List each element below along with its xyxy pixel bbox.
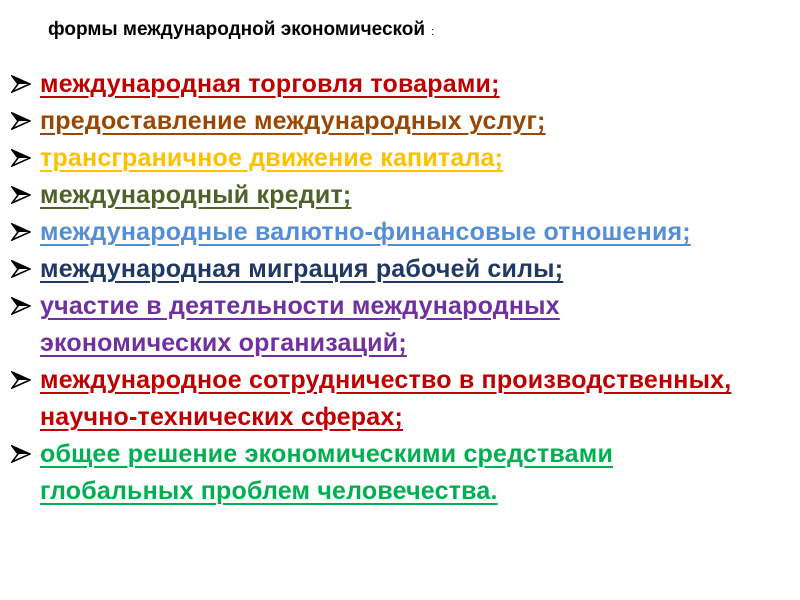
list-item [10, 362, 795, 436]
list-item [10, 66, 795, 103]
arrow-check-icon [10, 288, 34, 325]
list-item [10, 214, 795, 251]
list-item-text [40, 103, 795, 140]
list-item-line: экономических организаций; [40, 329, 407, 357]
arrow-check-icon [10, 66, 34, 103]
list-item-line: трансграничное движение капитала; [40, 144, 504, 172]
arrow-check-icon [10, 140, 34, 177]
list-item-text [40, 288, 795, 362]
list-item-line: участие в деятельности международных [40, 292, 560, 320]
list-item-text [40, 436, 795, 510]
arrow-check-icon [10, 214, 34, 251]
slide-title-suffix: : [431, 26, 435, 38]
list-item-text [40, 251, 795, 288]
list-item-text [40, 66, 795, 103]
list-item [10, 251, 795, 288]
list-item [10, 436, 795, 510]
list-item [10, 103, 795, 140]
list-item-line: предоставление международных услуг; [40, 107, 546, 135]
list-item [10, 288, 795, 362]
arrow-check-icon [10, 251, 34, 288]
list-item [10, 140, 795, 177]
list-item-line: общее решение экономическими средствами [40, 440, 614, 468]
arrow-check-icon [10, 362, 34, 399]
list-item-line: международная миграция рабочей силы; [40, 255, 564, 283]
list-item-text [40, 177, 795, 214]
slide-title [48, 19, 434, 41]
list-item-text [40, 140, 795, 177]
list-item-text [40, 362, 795, 436]
list-item-line: международная торговля товарами; [40, 70, 500, 98]
list-item-line: международный кредит; [40, 181, 352, 209]
arrow-check-icon [10, 177, 34, 214]
bullet-list [10, 66, 795, 510]
list-item-text [40, 214, 795, 251]
slide-title-text: формы международной экономической [48, 19, 426, 40]
list-item-line: международные валютно-финансовые отношения; [40, 218, 691, 246]
list-item [10, 177, 795, 214]
arrow-check-icon [10, 436, 34, 473]
list-item-line: научно-технических сферах; [40, 403, 403, 431]
list-item-line: глобальных проблем человечества. [40, 477, 498, 505]
list-item-line: международное сотрудничество в производственных, [40, 366, 732, 394]
arrow-check-icon [10, 103, 34, 140]
